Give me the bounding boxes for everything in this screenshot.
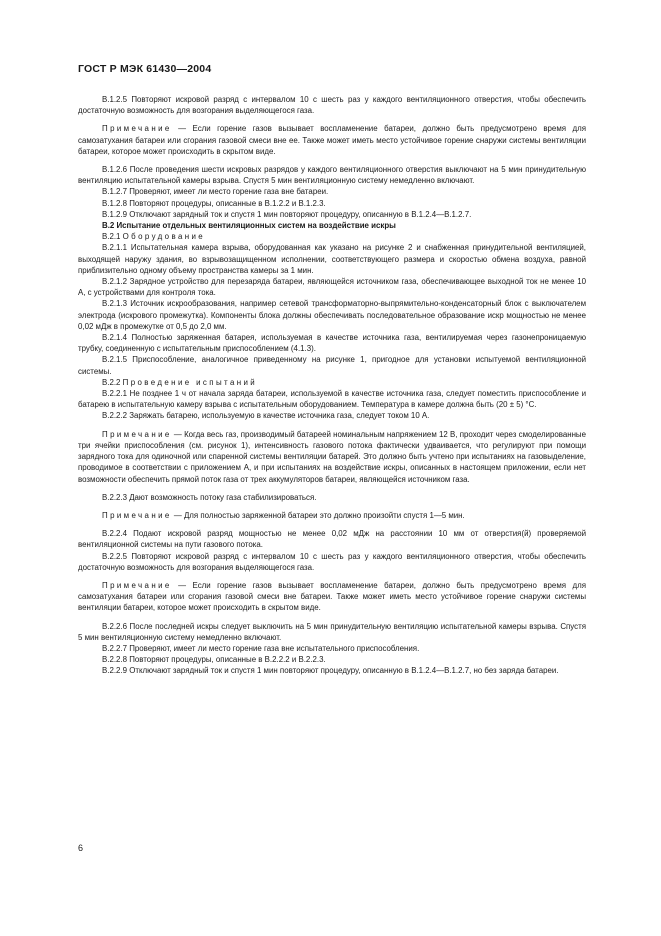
paragraph-text: B.2.2.9 Отключают зарядный ток и спустя 1 мин повторяют процедуру, описанную в B.1.2.4—B.1.2.7, но без заряда батареи. <box>102 666 559 676</box>
paragraph-text: B.2.2.5 Повторяют искровой разряд с интервалом 10 с шесть раз у каждого вентиляционного отверстия, чтобы обеспечить достаточную возможность для возгорания выделяющегося газа. <box>78 551 586 572</box>
note-paragraph <box>78 580 586 614</box>
clause-paragraph <box>78 654 586 665</box>
paragraph-text: — Если горение газов вызывает воспламенение батареи, должно быть предусмотрено время для самозатухания батареи или сгорания газовой смеси вне батареи. Также может иметь место устойчивое горение снаружи системы вентиляции батареи, которое может происходить в скрытом виде. <box>78 580 586 613</box>
clause-paragraph <box>78 209 586 220</box>
note-paragraph <box>78 429 586 485</box>
clause-number: B.2.1 <box>102 232 123 242</box>
paragraph-text: B.1.2.7 Проверяют, имеет ли место горение газа вне батареи. <box>102 187 329 197</box>
paragraph-text: B.2.1.4 Полностью заряженная батарея, используемая в качестве источника газа, вентилируемая через газонепроницаемую трубку, соединенную с испытательным приспособлением (4.1.3). <box>78 333 586 354</box>
document-header: ГОСТ Р МЭК 61430—2004 <box>78 63 212 75</box>
note-paragraph <box>78 123 586 157</box>
paragraph-text: — Когда весь газ, производимый батареей номинальным напряжением 12 В, проходит через смоделированные три ячейки приспособления (см. рисунок 1), интенсивность газового потока фактически удваивается, что регулируют при помощи зарядного тока для одиночной или спаренной системы вентиляции батарей. Это должно быть учтено при испытаниях на газовыделение, проводимое в соответствии с приложением А, и при испытаниях на воздействие искры, описанных в настоящем приложении, если нет возможности обеспечить прямой поток газа от трех аккумуляторов батареи, являющейся источником газа. <box>78 429 586 484</box>
page-number: 6 <box>78 843 84 853</box>
paragraph-text: B.1.2.9 Отключают зарядный ток и спустя 1 мин повторяют процедуру, описанную в B.1.2.4—B.1.2.7. <box>102 209 472 219</box>
paragraph-text: B.1.2.6 После проведения шести искровых разрядов у каждого вентиляционного отверстия выключают на 5 мин принудительную вентиляцию испытательной камеры взрыва. Спустя 5 мин вентиляционную систему немедленно включают. <box>78 165 586 186</box>
paragraph-text: B.1.2.5 Повторяют искровой разряд с интервалом 10 с шесть раз у каждого вентиляционного отверстия, чтобы обеспечить достаточную возможность для возгорания выделяющегося газа. <box>78 95 586 116</box>
note-paragraph <box>78 510 586 521</box>
clause-paragraph <box>78 551 586 573</box>
paragraph-text: B.2 Испытание отдельных вентиляционных систем на воздействие искры <box>102 221 396 231</box>
paragraph-text: B.2.1.3 Источник искрообразования, например сетевой трансформаторно-выпрямительно-конденсаторный блок с выключателем электрода (искрового промежутка). Компоненты блока должны обеспечивать последовательное образование искр мощностью не менее 0,02 мДж в промежутке от 0,5 до 2,0 мм. <box>78 299 586 331</box>
clause-paragraph <box>78 410 586 421</box>
spaced-lead: Примечание <box>102 429 172 439</box>
clause-paragraph <box>78 276 586 298</box>
paragraph-text: — Если горение газов вызывает воспламенение батареи, должно быть предусмотрено время для самозатухания батареи или сгорания газовой смеси вне ее. Также может иметь место устойчивое горение снаружи системы вентиляции батареи, которое может происходить в скрытом виде. <box>78 124 586 156</box>
paragraph-text: B.2.1.5 Приспособление, аналогичное приведенному на рисунке 1, пригодное для установки испытуемой вентиляционной системы. <box>78 355 586 376</box>
clause-paragraph <box>78 528 586 550</box>
clause-paragraph <box>78 621 586 643</box>
clause-paragraph <box>78 492 586 503</box>
section-heading <box>78 377 586 388</box>
clause-paragraph <box>78 388 586 410</box>
clause-paragraph <box>78 354 586 376</box>
clause-number: B.2.2 <box>102 377 123 387</box>
spaced-lead: Примечание <box>102 124 172 134</box>
paragraph-text: B.2.2.4 Подают искровой разряд мощностью не менее 0,02 мДж на расстоянии 10 мм от отверстия(й) проверяемой вентиляционной системы на пути газового потока. <box>78 529 586 550</box>
paragraph-text: B.2.1.2 Зарядное устройство для перезаряда батареи, являющейся источником газа, обеспечивающее выходной ток не менее 10 А, с устройствами для контроля тока. <box>78 277 586 298</box>
section-heading <box>78 231 586 242</box>
clause-paragraph <box>78 332 586 354</box>
clause-paragraph <box>78 198 586 209</box>
paragraph-text: B.2.2.2 Заряжать батарею, используемую в качестве источника газа, следует током 10 А. <box>102 411 430 421</box>
spaced-lead: Примечание <box>102 580 172 590</box>
spaced-lead: Оборудование <box>122 232 206 242</box>
clause-paragraph <box>78 186 586 197</box>
paragraph-text: B.2.2.3 Дают возможность потоку газа стабилизироваться. <box>102 492 317 502</box>
clause-paragraph <box>78 298 586 332</box>
clause-paragraph <box>78 665 586 676</box>
paragraph-text: B.2.1.1 Испытательная камера взрыва, оборудованная как указано на рисунке 2 и снабженная принудительной вентиляцией, выходящей наружу здания, во взрывозащищенном исполнении, соответствующего размера и скоростью обмена воздуха, равной приблизительно одному объему пространства камеры за 1 мин. <box>78 243 586 275</box>
paragraph-text: B.2.2.7 Проверяют, имеет ли место горение газа вне испытательного приспособления. <box>102 643 420 653</box>
document-body <box>78 94 586 677</box>
spaced-lead: Проведение испытаний <box>122 377 258 387</box>
clause-paragraph <box>78 643 586 654</box>
paragraph-text: B.2.2.1 Не позднее 1 ч от начала заряда батареи, используемой в качестве источника газа, следует поместить приспособление и батарею в испытательную камеру взрыва с испытательным оборудованием. Температура в камере должна быть (20 ± 5) °С. <box>78 389 586 410</box>
paragraph-text: B.2.2.8 Повторяют процедуры, описанные в B.2.2.2 и B.2.2.3. <box>102 655 326 665</box>
spaced-lead: Примечание <box>102 510 172 520</box>
section-heading <box>78 220 586 231</box>
clause-paragraph <box>78 94 586 116</box>
paragraph-text: B.2.2.6 После последней искры следует выключить на 5 мин принудительную вентиляцию испытательной камеры взрыва. Спустя 5 мин вентиляционную систему немедленно включают. <box>78 621 586 642</box>
clause-paragraph <box>78 164 586 186</box>
paragraph-text: B.1.2.8 Повторяют процедуры, описанные в B.1.2.2 и B.1.2.3. <box>102 198 326 208</box>
paragraph-text: — Для полностью заряженной батареи это должно произойти спустя 1—5 мин. <box>171 510 465 520</box>
clause-paragraph <box>78 242 586 276</box>
